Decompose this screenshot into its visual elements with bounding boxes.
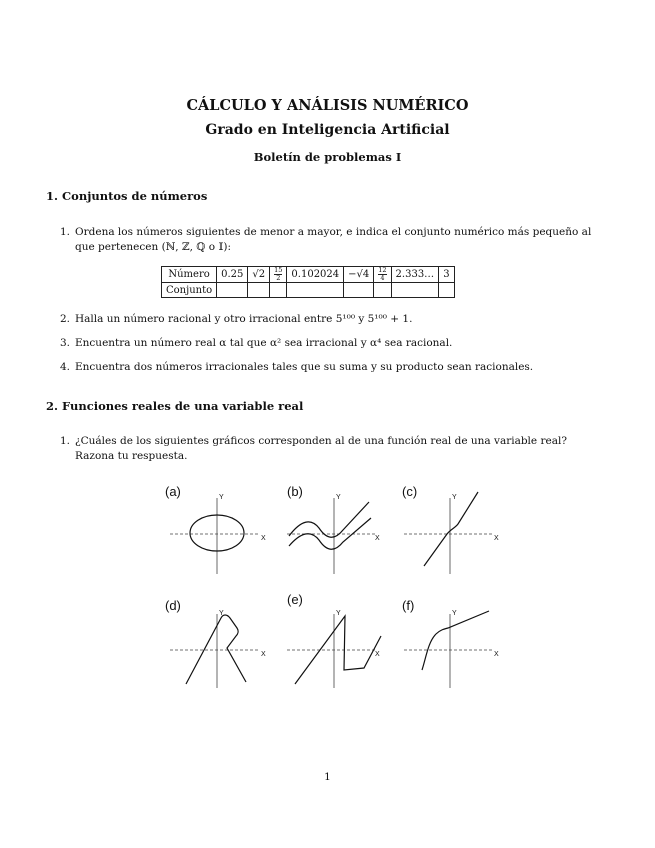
table-cell: 2.333… xyxy=(391,267,439,283)
numbers-table xyxy=(161,266,455,298)
graph-c-plot xyxy=(402,484,522,594)
curve xyxy=(424,492,478,566)
problem-number: 3. xyxy=(60,337,71,349)
x-axis-label: X xyxy=(375,651,380,658)
problem-1-3 xyxy=(60,336,600,351)
y-axis-label: Y xyxy=(219,610,224,617)
table-cell: 0.25 xyxy=(217,267,248,283)
problem-1-4 xyxy=(60,360,600,375)
table-cell xyxy=(344,283,374,298)
y-axis-label: Y xyxy=(219,494,224,501)
problem-text: Encuentra un número real α tal que α² sea irracional y α⁴ sea racional. xyxy=(75,337,453,349)
table-cell xyxy=(374,283,391,298)
problem-number: 4. xyxy=(60,361,71,373)
curve xyxy=(422,611,489,670)
graph-label: (d) xyxy=(165,598,181,613)
problem-text: Ordena los números siguientes de menor a mayor, e indica el conjunto numérico más pequeño al que pertenecen (ℕ, ℤ, ℚ o 𝕀): xyxy=(75,226,592,253)
graph-label: (e) xyxy=(287,592,303,607)
section-2-heading: 2. Funciones reales de una variable real xyxy=(46,399,304,413)
graph-label: (f) xyxy=(402,598,415,613)
curve xyxy=(186,615,246,684)
table-cell xyxy=(287,283,344,298)
table-cell xyxy=(270,283,287,298)
table-header-cell: Número xyxy=(162,267,217,283)
x-axis-label: X xyxy=(494,651,499,658)
x-axis-label: X xyxy=(261,535,266,542)
x-axis-label: X xyxy=(494,535,499,542)
page-number: 1 xyxy=(324,771,331,783)
y-axis-label: Y xyxy=(452,494,457,501)
table-cell xyxy=(248,283,270,298)
problem-text: Halla un número racional y otro irracional entre 5¹⁰⁰ y 5¹⁰⁰ + 1. xyxy=(75,313,413,325)
table-cell xyxy=(391,283,439,298)
problem-text: Encuentra dos números irracionales tales que su suma y su producto sean racionales. xyxy=(75,361,534,373)
table-row xyxy=(162,283,455,298)
problem-number: 2. xyxy=(60,313,71,325)
graph-f-plot xyxy=(402,598,522,708)
fraction: $\frac{12}{4}$ xyxy=(378,266,387,282)
table-cell xyxy=(217,283,248,298)
table-cell xyxy=(374,267,391,283)
section-1-heading: 1. Conjuntos de números xyxy=(46,189,208,203)
graph-b-plot xyxy=(287,484,407,594)
x-axis-label: X xyxy=(375,535,380,542)
curve xyxy=(289,502,369,537)
graph-label: (c) xyxy=(402,484,418,499)
graph-e xyxy=(287,592,407,702)
table-cell: 0.102024 xyxy=(287,267,344,283)
table-cell xyxy=(439,283,454,298)
table-header-cell: Conjunto xyxy=(162,283,217,298)
graph-label: (b) xyxy=(287,484,303,499)
graph-b xyxy=(287,484,407,594)
graph-d xyxy=(165,598,285,708)
graph-c xyxy=(402,484,522,594)
document-title: CÁLCULO Y ANÁLISIS NUMÉRICO xyxy=(186,97,469,114)
fraction: $\frac{15}{2}$ xyxy=(274,266,283,282)
problem-number: 1. xyxy=(60,435,71,447)
problem-2-1 xyxy=(60,434,600,464)
problem-text: ¿Cuáles de los siguientes gráficos corresponden al de una función real de una variable real? Razona tu respuesta. xyxy=(75,435,567,462)
graph-d-plot xyxy=(165,598,285,708)
graph-a-plot xyxy=(165,484,285,594)
graph-a xyxy=(165,484,285,594)
table-cell xyxy=(270,267,287,283)
graph-f xyxy=(402,598,522,708)
sheet-title: Boletín de problemas I xyxy=(253,150,402,164)
table-cell: √2 xyxy=(248,267,270,283)
problem-1-1 xyxy=(60,225,600,255)
document-subtitle: Grado en Inteligencia Artificial xyxy=(205,122,450,138)
y-axis-label: Y xyxy=(336,494,341,501)
graph-e-plot xyxy=(287,592,407,702)
y-axis-label: Y xyxy=(452,610,457,617)
problem-number: 1. xyxy=(60,226,71,238)
problem-1-2 xyxy=(60,312,600,327)
y-axis-label: Y xyxy=(336,610,341,617)
table-row xyxy=(162,267,455,283)
table-cell: −√4 xyxy=(344,267,374,283)
graph-label: (a) xyxy=(165,484,181,499)
table-cell: 3 xyxy=(439,267,454,283)
x-axis-label: X xyxy=(261,651,266,658)
